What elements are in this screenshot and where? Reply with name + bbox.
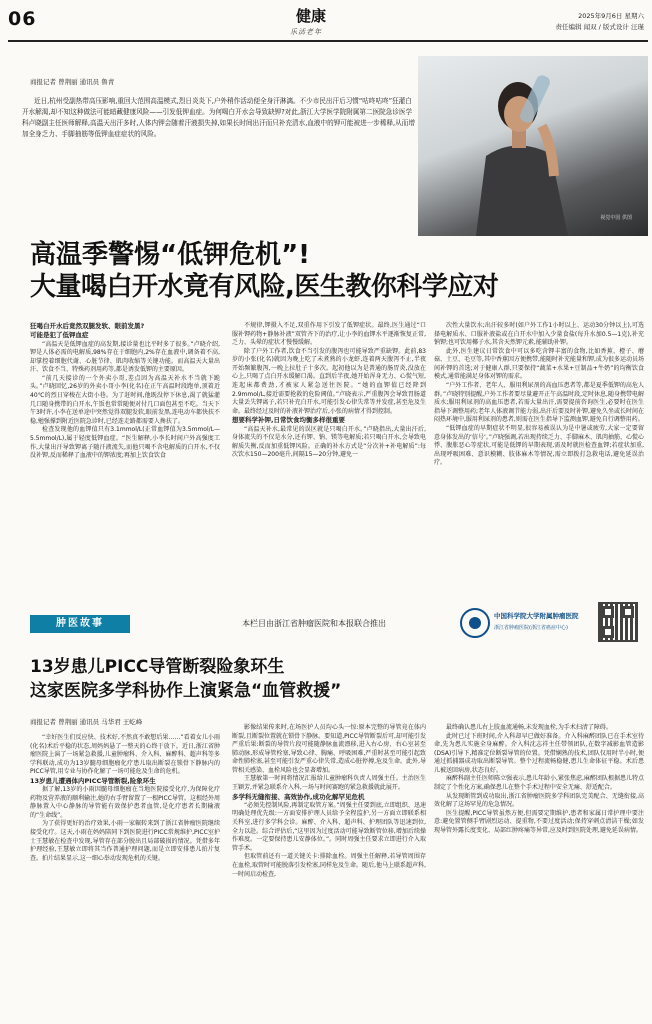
header-rule (8, 40, 648, 42)
issue-date: 2025年9月6日 星期六 (578, 12, 644, 20)
qr-code-icon (598, 602, 638, 642)
paragraph: 但取管前还有一道关键关卡:排除血栓。周强主任解释,若导管周围存在血栓,取管时可能脱落引发栓塞,同样危及生命。随后,他马上联系超声科,一时间启动检查, (232, 853, 426, 878)
subheading: 狂喝白开水后竟然双腿发软、眼前发黑? (30, 322, 145, 330)
hospital-emblem-icon (460, 608, 490, 638)
column-note: 本栏目由浙江省肿瘤医院和本报联合推出 (242, 619, 386, 628)
paragraph: 最终确认患儿右上肢血流通畅,未发现血栓,为手术扫清了障碍。 (446, 724, 612, 731)
paragraph: 不规律,钾摄入不足,双重作用下引发了低钾症状。最终,医生通过“口服补钾药物+静脉补液”双管齐下的治疗,让小李的血钾水平逐渐恢复正常,乏力、头晕的症状才慢慢缓解。 (232, 322, 426, 347)
subheading: 13岁患儿遭遇体内PICC导管断裂,险象环生 (30, 776, 156, 785)
article1-column-1 (30, 322, 220, 461)
article1-column-3 (434, 322, 644, 468)
article2-column-1 (30, 734, 220, 863)
paragraph: 从发现断管到成功取出,浙江省肿瘤医院多学科团队完美配合、无缝衔接,高效化解了这场罕见的危急情况。 (434, 792, 644, 809)
paragraph: “必须先控制风险,再制定取管方案。”周强主任要到底,立即组织、迅速明确处理优先级:一方面安排护理人员给予全程监护,另一方面立即联系相关科室,进行多学科会诊。麻醉、介入科、超声科、护理团队等迅速到位,全力以赴。综合评估后,“这里因为过度活动可能导致断管位移,增加后续操作难度。一定要保持患儿安静体位。”。同时周强主任要求立即进行介入取管手术。 (232, 801, 426, 852)
paragraph: “低钾血症的早期症状不明显,很容易被误认为是中暑或疲劳,大家一定要留意身体发出的‘信号’。”卢晓强调,若出现持续乏力、手脚麻木、肌肉抽筋、心慌心悸、腹胀恶心等症状,可能是低钾的早期表现,需及时就医检查血钾;若症状加重,出现呼吸困难、意识模糊、肢体麻木等情况,需立即拨打急救电话,避免延误治疗。 (434, 424, 644, 467)
article2-byline: 商报记者 曾荆丽 通讯员 马华君 王屹峰 (30, 718, 143, 726)
paragraph: 王慧敏第一时间将情况汇报给儿童肿瘤科负责人周强主任。主治医生王颖芳,并紧急联系介入科,一场与时间赛跑的紧急救援就此展开。 (232, 775, 426, 792)
page-header (8, 6, 648, 40)
drinking-man-figure (456, 66, 576, 236)
hospital-logo-title: 中国科学院大学附属肿瘤医院 (494, 612, 579, 620)
subheading: 想要科学补钾,日常饮食均衡多样很重要 (232, 416, 345, 425)
paragraph: “高温天是低钾血症的高发期,接诊量也比平时多了很多。”卢晓介绍,钾是人体必需的电解质,98%存在于细胞内,2%存在血液中,调备着不高,却掌控着细胞代谢、心脏节律、肌肉收缩等关键功能。而高温天大量出汗、饮食不当、特殊药剂用药等,都是诱发低钾的主要原因。 (30, 340, 220, 374)
article1-byline: 商报记者 曾荆丽 通讯员 鲁青 (30, 78, 115, 86)
hospital-logo (460, 604, 594, 644)
article1-headline-line2: 大量喝白开水竟有风险,医生教你科学应对 (30, 272, 499, 302)
paragraph: 为了获得更好的治疗效果,小雨一家辗转来到了浙江省肿瘤医院继续接受化疗。这天,小雨在妈妈陪同下到医院进行PICC常规维护,PICC室护士王慧敏在检查中发现,导管存在部分脱出且局部破损的情况。凭借多年护理经验,王慧敏立即将其当作普通护理问题,而是立即安排患儿拍片复查。拍片结果显示,这一细心举动发现危机的关键。 (30, 820, 220, 862)
paragraph: 据了解,13岁的小雨因髓母细胞瘤在当地医院接受化疗,为保障化疗药物及营养液的顺利输注,她的右手臂留置了一根PICC导管。这根经外周静脉置入中心静脉的导管能有效保护患者血管,是化疗患者长期输液的“生命线”。 (30, 786, 220, 819)
paragraph: “前几天接诊的一个外卖小哥,差点因为高温天补水不当就下跪头。”卢晓回忆,26岁的外卖小哥小李(化名)在正午高温时段跑单,顶着近40℃的烈日穿梭在大街小巷。为了赶时间,他既没停下休息,渴了就猛灌几口随身携带的白开水,午饭也常常随便对付几口面包甚至不吃。当天下午3时许,小李在送单途中突然觉得双腿发软,眼前发黑,连电动车都快扶不稳,勉强撑到附近医院急诊时,已经连走路都需要人搀扶了。 (30, 374, 220, 425)
hospital-logo-subtitle: 浙江省肿瘤医院(浙江省癌症中心) (494, 625, 568, 631)
paragraph: 麻醉科副主任医师陈立强表示,患儿年龄小,紧张焦虑,麻醉团队根据患儿特点制定了个性化方案,确保患儿在整个手术过程中安全无痛、舒适配合。 (434, 775, 644, 792)
section-subtitle: 乐活老年 (290, 28, 322, 36)
article2-headline-line2: 这家医院多学科协作上演紧急“血管救援” (30, 681, 342, 701)
article2-headline-line1: 13岁患儿PICC导管断裂险象环生 (30, 657, 285, 677)
subheading: 可能是犯了低钾血症 (30, 331, 89, 340)
article1-lead: 近日,杭州受副热带高压影响,重回大范围高温模式,烈日炎炎下,户外稍作活动便全身汗淋漓。不少市民出汗后习惯“咕咚咕咚”狂灌白开水解渴,却不知这种做法可能暗藏健康风险——引发低钾血症。为何喝白开水会导致缺钾?对此,浙江大学医学院附属第二医院急诊医学科卢晓副主任医师解释,高温天出汗多时,人体内钾会随着汗液损失掉,如果长时间出汗而只补充清水,血液中的钾可能被进一步稀释,从而增加全身乏力、手脚抽筋等低钾血症症状的风险。 (22, 97, 415, 139)
paragraph: 检查发现他的血钾值只有3.1mmol/L(正常血钾值为3.5mmol/L—5.5mmol/L),属于轻度低钾血症。“医生解释,小李长时间户外高强度工作,大量出汗导致钾离子随汗液流失,而他只喝不含电解质的白开水,不仅没补钾,反而稀释了血液中的钾浓度;再加上饮食饮食 (30, 426, 220, 460)
subheading: 多学科无缝衔接、高效协作,成功化解罕见危机 (232, 792, 365, 801)
paragraph: “幸好医生们反应快、技术好,不然真不敢想后果……”看着女儿小雨(化名)术后平稳的状态,周妈妈悬了一整天的心终于放下。近日,浙江省肿瘤医院上演了一场紧急救援,儿童肿瘤科、介入科、麻醉科、超声科等多学科联动,成功为13岁髓母细胞瘤化疗患儿取出断裂在锁骨下静脉内的PICC导管,用专业与协作化解了一场可能危及生命的危机。 (30, 734, 220, 776)
article1-headline-line1: 高温季警惕“低钾危机”! (30, 240, 311, 270)
editors-credit: 责任编辑 闻双 / 版式设计 汪瑾 (555, 23, 644, 31)
article1-photo (418, 56, 648, 236)
page-number: 06 (8, 8, 37, 30)
paragraph: 次性大量饮水;出汗较多时(如户外工作1小时以上、运动30分钟以上),可选择电解质水、口服补液盐或在白开水中加入少量食盐(每升水加0.5—1克),补充钠钾;也可饮用椰子水,其含天然钾元素,能辅助补钾。 (434, 322, 644, 347)
paragraph: “户外工作者、老年人、服用利尿剂的高血压患者等,都是夏季低钾的高危人群。”卢晓特别提醒,户外工作者要尽量避开正午高温时段,定时休息,随身携带电解质水;服用利尿剂的高血压患者,若需大量出汗,需要提前咨询医生,必要时在医生指导下调整用药;老年人体液调节能力弱,出汗后要及时补钾,避免久坐或长时间在闷热环境中,服用利尿剂的患者,则需在医生指导下监测血钾,避免自行调整用药。 (434, 382, 644, 424)
photo-caption: 视觉中国 供图 (600, 215, 632, 222)
paragraph: 医生提醒,PICC导管虽然方便,但需要定期维护,患者和家属日常护理中要注意:避免置管侧手臂剧烈运动、提重物,不要过度活动;保持穿刺点清洁干燥;如发现导管外露长度变化、局部红肿疼痛等异常,应及时到医院处理,避免延误病情。 (434, 809, 644, 834)
article1-column-2 (232, 322, 426, 460)
section-title: 健康 (296, 7, 327, 25)
column-tag: 肿医故事 (30, 615, 130, 633)
article2-column-3 (434, 724, 644, 836)
article2-column-2 (232, 724, 426, 879)
paragraph: 除了户外工作者,饮食不当引发的腹泻也可能导致严重缺钾。此前,83岁的小张(化名)就因为晚上吃了未煮熟的小龙虾,连着两天腹泻不止,半夜开始频繁腹泻,一晚上拉肚子十多次。起初他以为是普通的肠胃炎,没放在心上,只喝了点白开水缓解口渴。直到后半夜,她开始浑身无力、心慌气短,连起床都费劲,才被家人紧急送往医院。“她的血钾值已经降到2.9mmol/L,接近需要抢救的危险阈值。”卢晓表示,严重腹泻会导致胃肠道大量丢失钾离子,若只补充白开水,可能引发心律失常等并发症,甚至危及生命。最终经过及时的补液补钾治疗后,小张的病情才得到控制。 (232, 347, 426, 415)
paragraph: 此外,医生建议日常饮食中可以多吃含钾丰富的食物,比如香蕉、橙子、蘑菇、土豆、毛豆等,其中香蕉因方便携带,能随时补充能量和钾,成为很多运动员场间补钾的首选;对于健康人群,只要保持“蔬菜+水果+豆制品+牛奶”的均衡饮食模式,通常能满足身体对钾的需求。 (434, 347, 644, 381)
paragraph: 影像结果传来时,在场医护人员均心头一惊:原本完整的导管竟在体内断裂,且断裂位置就在锁骨下静脉。要知道,PICC导管断裂后可,却可能引发严重后果:断裂的导管片段可能随静脉血流漂移,进入右心房、右心室甚至肺动脉,形成导管栓塞,导致心律、胸痛、呼吸困难,严重时甚至可能引起致命性肺栓塞,甚至可能引发严重心律失常,造成心脏停搏,危及生命。此外,导管相关感染、血栓风险也会显著增加。 (232, 724, 426, 774)
paragraph: “高温天补水,最常见的误区就是只喝白开水。”卢晓指出,大量出汗后,身体流失的不仅是水分,还有钾、钠、镁等电解质;若只喝白开水,会导致电解质失衡,反而加重低钾风险。正确的补水方式是“分次补+补电解质”:每次饮水150—200毫升,间隔15—20分钟,避免一 (232, 425, 426, 459)
paragraph: 此时已过下班时间,介入科却早已做好准备。介入科麻醉团队已在手术室待命,先为患儿实施全身麻醉。介入科沈志祥主任带领团队,在数字减影血管造影(DSA)引导下,精准定位断裂导管的位置。凭借娴熟的技术,团队仅用时半小时,便通过抓捕器成功取出断裂导管。整个过程流畅稳健,患儿生命体征平稳。术后患儿被送回病房,状态良好。 (434, 732, 644, 774)
